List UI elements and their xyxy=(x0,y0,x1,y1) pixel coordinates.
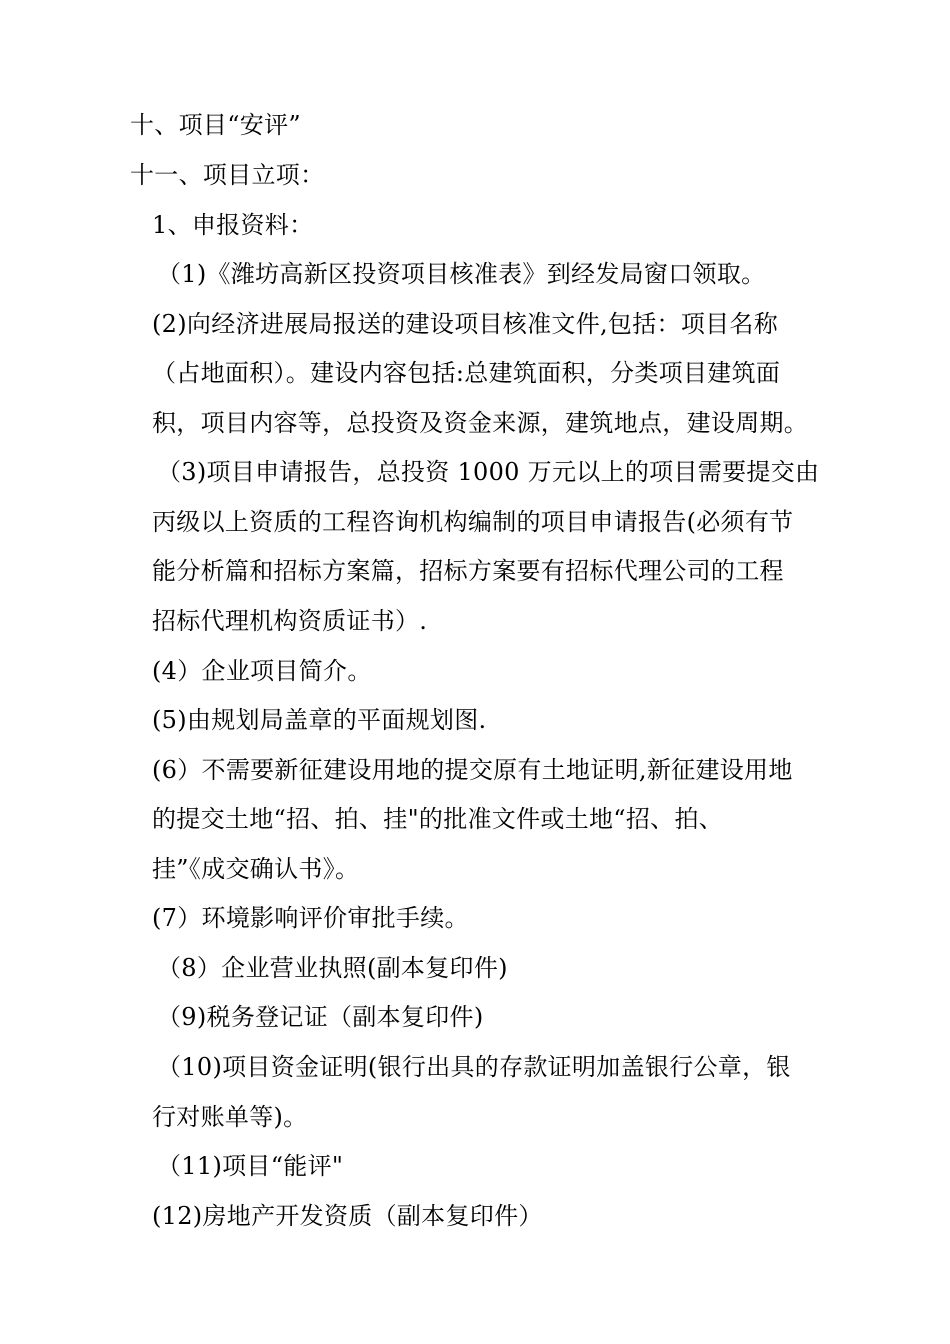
section-heading-10: 十、项目“安评” xyxy=(130,111,301,139)
text-line: (4）企业项目简介。 xyxy=(152,657,372,685)
text-line: （8）企业营业执照(副本复印件) xyxy=(157,954,508,982)
text-line: (5)由规划局盖章的平面规划图. xyxy=(152,706,487,734)
text-line: （占地面积）。建设内容包括:总建筑面积，分类项目建筑面 xyxy=(152,359,781,387)
text-line: (7）环境影响评价审批手续。 xyxy=(152,904,469,932)
text-line: 能分析篇和招标方案篇，招标方案要有招标代理公司的工程 xyxy=(152,557,784,585)
text-line: 行对账单等)。 xyxy=(152,1103,308,1131)
text-line: (6）不需要新征建设用地的提交原有土地证明,新征建设用地 xyxy=(152,756,793,784)
text-line: （3)项目申请报告，总投资 1000 万元以上的项目需要提交由 xyxy=(157,458,820,486)
text-line: 丙级以上资质的工程咨询机构编制的项目申请报告(必须有节 xyxy=(152,508,794,536)
text-line: (12)房地产开发资质（副本复印件） xyxy=(152,1202,543,1230)
text-line: 挂”《成交确认书》。 xyxy=(152,855,360,883)
text-line: 的提交土地“招、拍、挂"的批准文件或土地“招、拍、 xyxy=(152,805,724,833)
text-line: 招标代理机构资质证书）. xyxy=(152,607,428,635)
text-line: (2)向经济进展局报送的建设项目核准文件,包括：项目名称 xyxy=(152,310,779,338)
text-line: （1)《潍坊高新区投资项目核准表》到经发局窗口领取。 xyxy=(157,260,766,288)
text-line: （11)项目“能评" xyxy=(157,1152,344,1180)
section-heading-11: 十一、项目立项： xyxy=(130,161,325,189)
text-line: 积，项目内容等，总投资及资金来源，建筑地点，建设周期。 xyxy=(152,409,809,437)
text-line: （10)项目资金证明(银行出具的存款证明加盖银行公章，银 xyxy=(157,1053,791,1081)
text-line: （9)税务登记证（副本复印件) xyxy=(157,1003,484,1031)
subheading-application-materials: 1、申报资料： xyxy=(152,211,314,239)
